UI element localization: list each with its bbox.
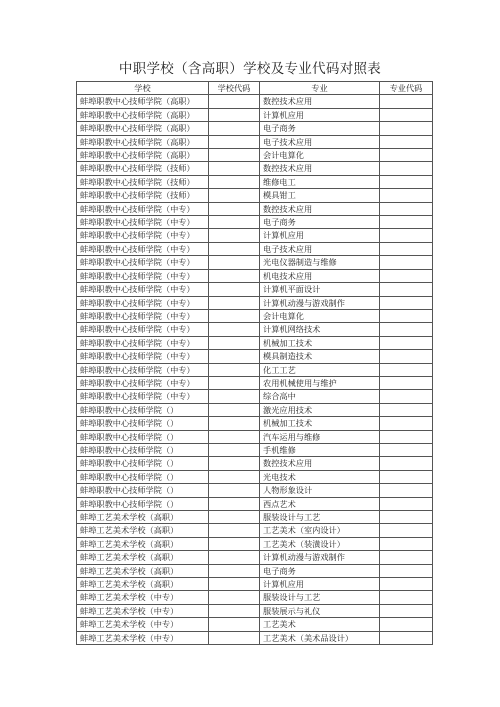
cell-major-code xyxy=(380,443,433,456)
cell-school-code xyxy=(209,108,260,121)
cell-major-code xyxy=(380,122,433,135)
cell-school: 蚌埠职教中心技师学院（中专） xyxy=(77,269,209,282)
cell-school-code xyxy=(209,296,260,309)
table-row xyxy=(77,323,433,336)
cell-school-code xyxy=(209,376,260,389)
cell-school-code xyxy=(209,497,260,510)
table-row xyxy=(77,95,433,108)
cell-school-code xyxy=(209,256,260,269)
cell-school-code xyxy=(209,591,260,604)
cell-school: 蚌埠职教中心技师学院（中专） xyxy=(77,229,209,242)
table-row xyxy=(77,202,433,215)
cell-major: 会计电算化 xyxy=(260,309,380,322)
table-row xyxy=(77,511,433,524)
cell-major: 服装设计与工艺 xyxy=(260,511,380,524)
cell-school: 蚌埠职教中心技师学院（中专） xyxy=(77,363,209,376)
cell-school-code xyxy=(209,135,260,148)
cell-major-code xyxy=(380,202,433,215)
cell-major-code xyxy=(380,631,433,644)
cell-major-code xyxy=(380,578,433,591)
cell-school-code xyxy=(209,336,260,349)
cell-school: 蚌埠工艺美术学校（高职） xyxy=(77,564,209,577)
table-row xyxy=(77,578,433,591)
cell-major: 数控技术应用 xyxy=(260,95,380,108)
table-row xyxy=(77,618,433,631)
table-row xyxy=(77,216,433,229)
cell-major-code xyxy=(380,149,433,162)
cell-major: 计算机动漫与游戏制作 xyxy=(260,551,380,564)
cell-school-code xyxy=(209,309,260,322)
cell-school: 蚌埠职教中心技师学院（中专） xyxy=(77,216,209,229)
cell-major: 手机维修 xyxy=(260,443,380,456)
table-header-row xyxy=(77,82,433,95)
cell-major-code xyxy=(380,256,433,269)
cell-school-code xyxy=(209,403,260,416)
cell-school: 蚌埠工艺美术学校（高职） xyxy=(77,511,209,524)
cell-school-code xyxy=(209,95,260,108)
cell-school-code xyxy=(209,443,260,456)
document-title: 中职学校（含高职）学校及专业代码对照表 xyxy=(118,61,382,77)
cell-major: 化工工艺 xyxy=(260,363,380,376)
table-row xyxy=(77,309,433,322)
table-row xyxy=(77,229,433,242)
table-row xyxy=(77,551,433,564)
table-row xyxy=(77,457,433,470)
cell-major-code xyxy=(380,350,433,363)
cell-school: 蚌埠工艺美术学校（高职） xyxy=(77,578,209,591)
cell-school: 蚌埠职教中心技师学院（高职） xyxy=(77,108,209,121)
cell-major: 服装设计与工艺 xyxy=(260,591,380,604)
table-row xyxy=(77,430,433,443)
table-row xyxy=(77,631,433,644)
cell-school: 蚌埠职教中心技师学院（高职） xyxy=(77,135,209,148)
cell-major: 综合高中 xyxy=(260,390,380,403)
cell-major-code xyxy=(380,591,433,604)
cell-school: 蚌埠职教中心技师学院（技师） xyxy=(77,162,209,175)
table-row xyxy=(77,296,433,309)
cell-school: 蚌埠职教中心技师学院（中专） xyxy=(77,323,209,336)
cell-school-code xyxy=(209,578,260,591)
table-row xyxy=(77,484,433,497)
cell-school-code xyxy=(209,175,260,188)
cell-major: 会计电算化 xyxy=(260,149,380,162)
cell-school-code xyxy=(209,216,260,229)
cell-school: 蚌埠职教中心技师学院（） xyxy=(77,484,209,497)
table-row xyxy=(77,149,433,162)
cell-school-code xyxy=(209,417,260,430)
cell-major-code xyxy=(380,618,433,631)
cell-school: 蚌埠职教中心技师学院（） xyxy=(77,443,209,456)
table-row xyxy=(77,390,433,403)
cell-major: 计算机网络技术 xyxy=(260,323,380,336)
cell-school: 蚌埠工艺美术学校（中专） xyxy=(77,604,209,617)
cell-major-code xyxy=(380,604,433,617)
cell-school: 蚌埠职教中心技师学院（） xyxy=(77,430,209,443)
cell-major: 光电仪器制造与维修 xyxy=(260,256,380,269)
cell-major: 数控技术应用 xyxy=(260,457,380,470)
table-row xyxy=(77,537,433,550)
cell-school: 蚌埠工艺美术学校（高职） xyxy=(77,524,209,537)
cell-school: 蚌埠职教中心技师学院（高职） xyxy=(77,149,209,162)
cell-major: 电子商务 xyxy=(260,216,380,229)
cell-school: 蚌埠职教中心技师学院（） xyxy=(77,470,209,483)
cell-school: 蚌埠职教中心技师学院（中专） xyxy=(77,350,209,363)
cell-school-code xyxy=(209,551,260,564)
cell-school-code xyxy=(209,350,260,363)
cell-major-code xyxy=(380,403,433,416)
cell-school: 蚌埠职教中心技师学院（中专） xyxy=(77,390,209,403)
cell-major-code xyxy=(380,363,433,376)
cell-major: 计算机平面设计 xyxy=(260,283,380,296)
table-row xyxy=(77,350,433,363)
cell-major: 模具钳工 xyxy=(260,189,380,202)
cell-school-code xyxy=(209,363,260,376)
cell-school-code xyxy=(209,618,260,631)
cell-school-code xyxy=(209,283,260,296)
cell-major: 工艺美术（室内设计） xyxy=(260,524,380,537)
cell-major: 数控技术应用 xyxy=(260,202,380,215)
cell-school-code xyxy=(209,484,260,497)
cell-school: 蚌埠职教中心技师学院（） xyxy=(77,417,209,430)
cell-major-code xyxy=(380,524,433,537)
cell-major: 计算机动漫与游戏制作 xyxy=(260,296,380,309)
header-major-code: 专业代码 xyxy=(380,82,433,95)
cell-major: 机电技术应用 xyxy=(260,269,380,282)
cell-major-code xyxy=(380,269,433,282)
cell-major: 电子商务 xyxy=(260,564,380,577)
cell-major-code xyxy=(380,175,433,188)
table-row xyxy=(77,189,433,202)
cell-school: 蚌埠职教中心技师学院（中专） xyxy=(77,242,209,255)
table-row xyxy=(77,604,433,617)
table-row xyxy=(77,242,433,255)
cell-school-code xyxy=(209,604,260,617)
cell-school: 蚌埠职教中心技师学院（中专） xyxy=(77,256,209,269)
cell-school: 蚌埠职教中心技师学院（） xyxy=(77,403,209,416)
cell-school-code xyxy=(209,122,260,135)
cell-major: 光电技术 xyxy=(260,470,380,483)
table-row xyxy=(77,524,433,537)
cell-school: 蚌埠工艺美术学校（中专） xyxy=(77,631,209,644)
cell-major-code xyxy=(380,376,433,389)
cell-major-code xyxy=(380,162,433,175)
table-row xyxy=(77,122,433,135)
cell-major: 激光应用技术 xyxy=(260,403,380,416)
cell-school-code xyxy=(209,269,260,282)
cell-major-code xyxy=(380,564,433,577)
cell-major: 工艺美术（装潢设计） xyxy=(260,537,380,550)
cell-major: 电子技术应用 xyxy=(260,135,380,148)
cell-major: 人物形象设计 xyxy=(260,484,380,497)
cell-major-code xyxy=(380,537,433,550)
cell-school-code xyxy=(209,537,260,550)
cell-school: 蚌埠职教中心技师学院（高职） xyxy=(77,122,209,135)
table-row xyxy=(77,162,433,175)
cell-major: 工艺美术 xyxy=(260,618,380,631)
cell-school: 蚌埠职教中心技师学院（中专） xyxy=(77,283,209,296)
cell-school: 蚌埠职教中心技师学院（技师） xyxy=(77,175,209,188)
cell-school-code xyxy=(209,202,260,215)
cell-major-code xyxy=(380,283,433,296)
table-row xyxy=(77,497,433,510)
cell-major-code xyxy=(380,242,433,255)
cell-major: 服装展示与礼仪 xyxy=(260,604,380,617)
cell-major-code xyxy=(380,497,433,510)
table-row xyxy=(77,175,433,188)
table-row xyxy=(77,403,433,416)
cell-major: 电子技术应用 xyxy=(260,242,380,255)
cell-school: 蚌埠职教中心技师学院（中专） xyxy=(77,376,209,389)
cell-school-code xyxy=(209,229,260,242)
cell-major: 计算机应用 xyxy=(260,229,380,242)
table-row xyxy=(77,283,433,296)
cell-major-code xyxy=(380,551,433,564)
table-row xyxy=(77,256,433,269)
cell-major-code xyxy=(380,309,433,322)
cell-major: 汽车运用与维修 xyxy=(260,430,380,443)
cell-school: 蚌埠职教中心技师学院（技师） xyxy=(77,189,209,202)
cell-school: 蚌埠工艺美术学校（高职） xyxy=(77,551,209,564)
table-row xyxy=(77,269,433,282)
cell-school: 蚌埠职教中心技师学院（中专） xyxy=(77,296,209,309)
cell-major-code xyxy=(380,296,433,309)
table-row xyxy=(77,443,433,456)
cell-school: 蚌埠职教中心技师学院（高职） xyxy=(77,95,209,108)
cell-school-code xyxy=(209,564,260,577)
cell-school-code xyxy=(209,162,260,175)
cell-school-code xyxy=(209,457,260,470)
cell-major-code xyxy=(380,135,433,148)
table-row xyxy=(77,135,433,148)
cell-major: 计算机应用 xyxy=(260,108,380,121)
cell-major-code xyxy=(380,95,433,108)
table-row xyxy=(77,470,433,483)
cell-major-code xyxy=(380,484,433,497)
table-row xyxy=(77,417,433,430)
cell-major: 农用机械使用与维护 xyxy=(260,376,380,389)
cell-major-code xyxy=(380,457,433,470)
cell-major-code xyxy=(380,216,433,229)
table-row xyxy=(77,564,433,577)
table-row xyxy=(77,363,433,376)
cell-school-code xyxy=(209,242,260,255)
cell-major: 机械加工技术 xyxy=(260,417,380,430)
cell-school: 蚌埠职教中心技师学院（中专） xyxy=(77,336,209,349)
header-school: 学校 xyxy=(77,82,209,95)
cell-school-code xyxy=(209,390,260,403)
cell-major-code xyxy=(380,390,433,403)
cell-school-code xyxy=(209,511,260,524)
cell-major-code xyxy=(380,417,433,430)
cell-major: 模具制造技术 xyxy=(260,350,380,363)
school-major-code-table xyxy=(76,81,433,645)
table-row xyxy=(77,336,433,349)
cell-major: 工艺美术（美术品设计） xyxy=(260,631,380,644)
cell-school: 蚌埠职教中心技师学院（） xyxy=(77,457,209,470)
cell-major-code xyxy=(380,511,433,524)
header-major: 专业 xyxy=(260,82,380,95)
cell-major-code xyxy=(380,229,433,242)
cell-major: 机械加工技术 xyxy=(260,336,380,349)
cell-school: 蚌埠职教中心技师学院（） xyxy=(77,497,209,510)
cell-major: 维修电工 xyxy=(260,175,380,188)
table-body xyxy=(77,95,433,645)
cell-major: 计算机应用 xyxy=(260,578,380,591)
cell-major: 数控技术应用 xyxy=(260,162,380,175)
cell-school-code xyxy=(209,524,260,537)
cell-school-code xyxy=(209,189,260,202)
cell-major: 西点艺术 xyxy=(260,497,380,510)
cell-school-code xyxy=(209,470,260,483)
cell-school-code xyxy=(209,430,260,443)
table-row xyxy=(77,108,433,121)
cell-school: 蚌埠工艺美术学校（高职） xyxy=(77,537,209,550)
cell-school-code xyxy=(209,323,260,336)
cell-major-code xyxy=(380,108,433,121)
cell-major: 电子商务 xyxy=(260,122,380,135)
cell-major-code xyxy=(380,323,433,336)
cell-major-code xyxy=(380,470,433,483)
header-school-code: 学校代码 xyxy=(209,82,260,95)
cell-school: 蚌埠职教中心技师学院（中专） xyxy=(77,202,209,215)
table-row xyxy=(77,591,433,604)
cell-school-code xyxy=(209,149,260,162)
cell-major-code xyxy=(380,430,433,443)
cell-major-code xyxy=(380,189,433,202)
cell-school-code xyxy=(209,631,260,644)
cell-school: 蚌埠工艺美术学校（中专） xyxy=(77,591,209,604)
cell-school: 蚌埠工艺美术学校（中专） xyxy=(77,618,209,631)
cell-school: 蚌埠职教中心技师学院（中专） xyxy=(77,309,209,322)
cell-major-code xyxy=(380,336,433,349)
table-row xyxy=(77,376,433,389)
